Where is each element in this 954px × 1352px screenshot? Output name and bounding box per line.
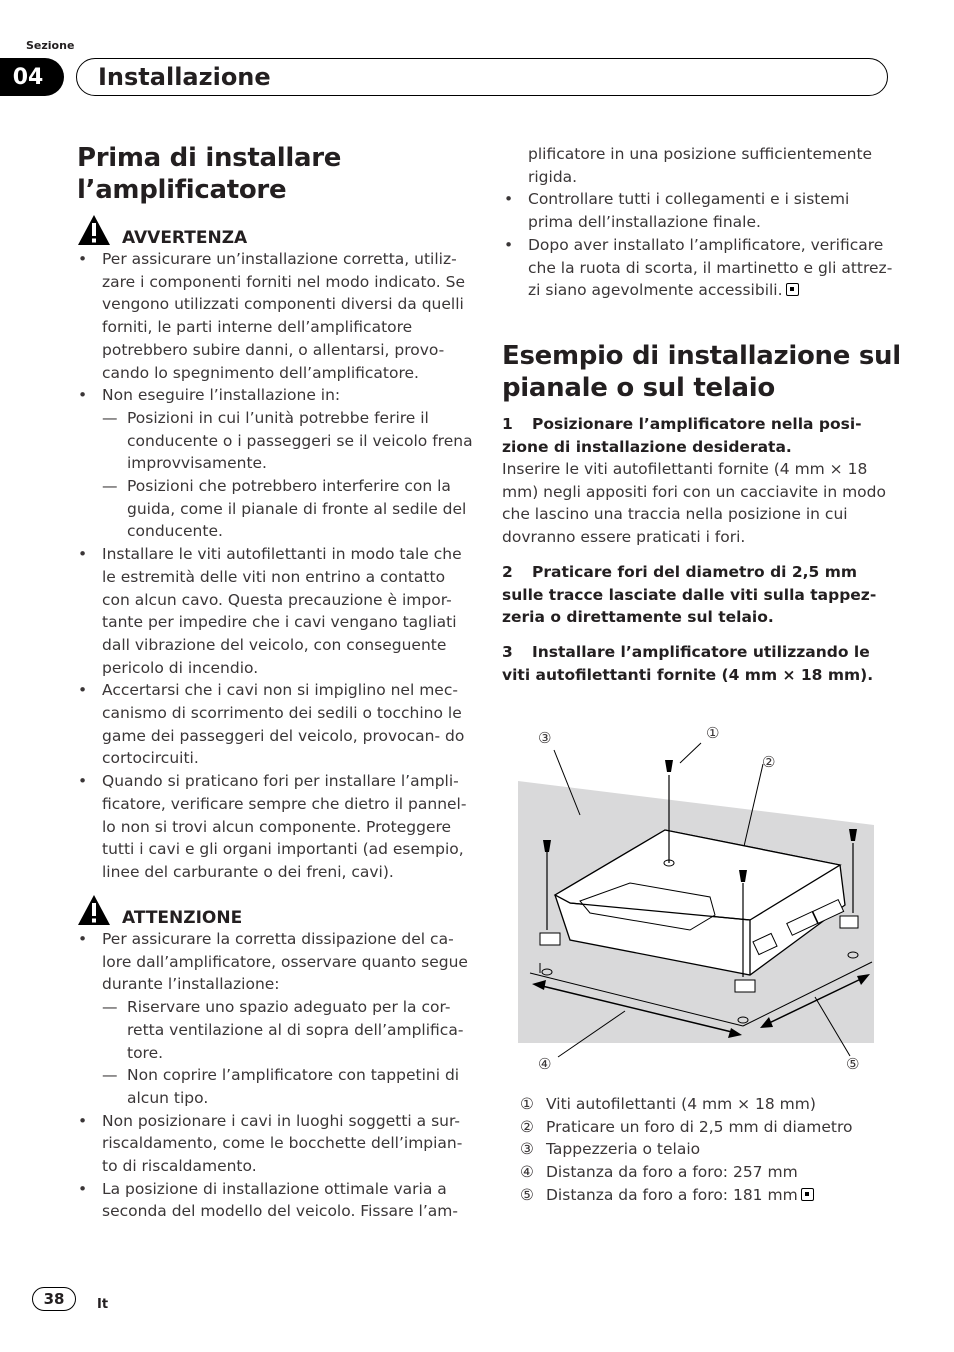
caution-sublist	[102, 996, 477, 1110]
step-2	[502, 561, 888, 629]
caution-subitem: — Non coprire l’amplificatore con tappetini di alcun tipo.	[102, 1064, 477, 1109]
warning-subitem: — Posizioni in cui l’unità potrebbe ferire il conducente o i passeggeri se il veicolo frena improvvisamente.	[102, 407, 477, 475]
callout-1: ①	[706, 724, 720, 742]
step-1	[502, 413, 888, 548]
caution-block	[77, 890, 477, 1223]
section-number-badge: 04	[0, 58, 64, 96]
end-mark-icon	[786, 283, 799, 296]
right-heading-line2: pianale o sul telaio	[502, 373, 775, 403]
step-number: 1	[502, 415, 513, 433]
legend-text: Distanza da foro a foro: 181 mm	[546, 1185, 798, 1204]
step-number: 3	[502, 643, 513, 661]
warning-list	[77, 248, 477, 884]
caution-item: • La posizione di installazione ottimale varia a seconda del modello del veicolo. Fissare l’am-	[77, 1178, 477, 1223]
legend-text: Tappezzeria o telaio	[546, 1140, 701, 1159]
caution-heading-row	[77, 890, 477, 926]
section-title: Installazione	[98, 63, 271, 91]
callout-3: ③	[538, 729, 552, 747]
legend-marker: ⑤	[520, 1185, 534, 1204]
legend-marker: ②	[520, 1117, 534, 1136]
left-heading-line1: Prima di installare	[77, 143, 342, 173]
warning-heading: AVVERTENZA	[122, 228, 248, 248]
warning-triangle-icon	[77, 214, 111, 246]
legend-marker: ①	[520, 1095, 534, 1113]
warning-item-text: Non eseguire l’installazione in:	[102, 386, 341, 405]
left-heading-line2: l’amplificatore	[77, 175, 287, 205]
legend-row	[520, 1093, 900, 1116]
warning-item: • Per assicurare un’installazione corretta, utiliz- zare i componenti forniti nel modo indicato. Se vengono utilizzati componenti diversi da quelli forniti, le parti interne dell’amplificatore potrebbero subire danni, o allentarsi, provo- cando lo spegnimento dell’amplificatore.	[77, 248, 477, 384]
caution-subitem: — Riservare uno spazio adeguato per la cor- retta ventilazione al di sopra dell’amplifica- tore.	[102, 996, 477, 1064]
callout-2: ②	[762, 753, 776, 771]
legend-row	[520, 1138, 900, 1161]
step-heading: Posizionare l’amplificatore nella posi- zione di installazione desiderata.	[502, 415, 862, 456]
caution-item-text: Per assicurare la corretta dissipazione del ca- lore dall’amplificatore, osservare quanto segue durante l’installazione:	[102, 930, 468, 994]
end-mark-icon	[801, 1188, 814, 1201]
legend-text: Distanza da foro a foro: 257 mm	[546, 1163, 798, 1182]
warning-subitem: — Posizioni che potrebbero interferire con la guida, come il pianale di fronte al sedile del conducente.	[102, 475, 477, 543]
installation-illustration	[510, 715, 890, 1085]
step-text: Inserire le viti autofilettanti fornite (4 mm × 18 mm) negli appositi fori con un cacciavite in modo che lascino una traccia nella posizione in cui dovranno essere praticati i fori.	[502, 460, 886, 546]
left-heading	[77, 142, 477, 206]
caution-list	[77, 928, 477, 1223]
illustration-legend	[520, 1093, 900, 1207]
right-item-text: Dopo aver installato l’amplificatore, verificare che la ruota di scorta, il martinetto e gli attrez- zi siano agevolmente accessibili.	[528, 235, 893, 300]
caution-item	[77, 928, 477, 1110]
continued-text: plificatore in una posizione sufficientemente rigida.	[528, 145, 873, 186]
warning-item: • Quando si praticano fori per installare l’ampli- ficatore, verificare sempre che dietro il pannel- lo non si trovi alcun componente. Proteggere tutti i cavi e gli organi importanti (ad esempio, linee del carburante o dei freni, cavi).	[77, 770, 477, 884]
warning-sublist	[102, 407, 477, 543]
section-label: Sezione	[26, 39, 75, 52]
warning-heading-row	[77, 210, 477, 246]
right-list	[503, 188, 893, 302]
right-item	[503, 234, 893, 302]
callout-5: ⑤	[846, 1055, 860, 1073]
legend-row	[520, 1116, 900, 1139]
right-heading-line1: Esempio di installazione sul	[502, 341, 901, 371]
caution-item: • Non posizionare i cavi in luoghi soggetti a sur- riscaldamento, come le bocchette dell’impian- to di riscaldamento.	[77, 1110, 477, 1178]
step-3	[502, 641, 888, 686]
legend-row	[520, 1161, 900, 1184]
step-heading: Installare l’amplificatore utilizzando le viti autofilettanti fornite (4 mm × 18 mm).	[502, 643, 874, 684]
callout-4: ④	[538, 1055, 552, 1073]
warning-triangle-icon	[77, 894, 111, 926]
step-heading: Praticare fori del diametro di 2,5 mm sulle tracce lasciate dalle viti sulla tappez- zeria o direttamente sul telaio.	[502, 563, 877, 626]
legend-text: Viti autofilettanti (4 mm × 18 mm)	[546, 1095, 816, 1113]
warning-item	[77, 384, 477, 543]
legend-marker: ④	[520, 1163, 534, 1182]
right-item: • Controllare tutti i collegamenti e i sistemi prima dell’installazione finale.	[503, 188, 893, 233]
legend-marker: ③	[520, 1140, 534, 1159]
legend-row	[520, 1184, 900, 1207]
legend-text: Praticare un foro di 2,5 mm di diametro	[546, 1117, 853, 1136]
step-number: 2	[502, 563, 513, 581]
warning-item: • Installare le viti autofilettanti in modo tale che le estremità delle viti non entrino a contatto con alcun cavo. Questa precauzione è impor- tante per impedire che i cavi vengano tagliati dall vibrazione del veicolo, con conseguente pericolo di incendio.	[77, 543, 477, 679]
page-number: 38	[32, 1287, 76, 1311]
language-code: It	[97, 1297, 109, 1312]
right-column-top	[503, 143, 893, 302]
caution-heading: ATTENZIONE	[122, 908, 243, 928]
left-column	[77, 142, 477, 884]
warning-item: • Accertarsi che i cavi non si impiglino nel mec- canismo di scorrimento dei sedili o tocchino le game dei passeggeri del veicolo, provocan- do cortocircuiti.	[77, 679, 477, 770]
right-heading	[502, 340, 902, 404]
